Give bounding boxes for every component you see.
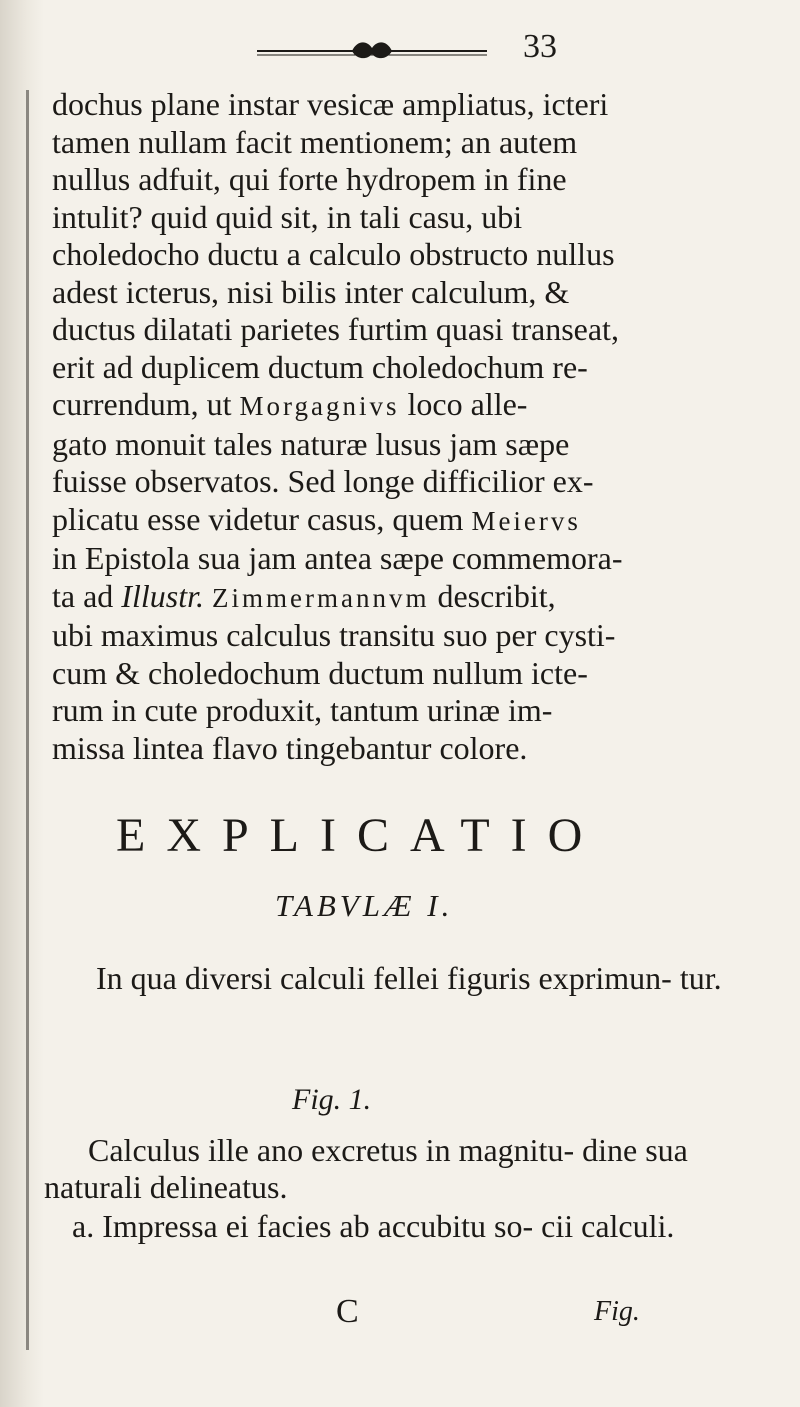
title-illustr: Illustr.	[121, 577, 204, 614]
text-line: ductus dilatati parietes furtim quasi transeat,	[52, 311, 619, 347]
author-name-morgagni: Morgagnivs	[239, 391, 400, 421]
page-gutter	[0, 0, 44, 1407]
text-line: erit ad duplicem ductum choledochum re-	[52, 348, 588, 385]
signature-mark: C	[336, 1293, 359, 1330]
text-fragment: currendum, ut	[52, 386, 232, 422]
text-line: tamen nullam facit mentionem; an autem	[52, 123, 578, 160]
author-name-meier: Meiervs	[471, 505, 581, 536]
text-line: adest icterus, nisi bilis inter calculum, &	[52, 273, 570, 310]
figure-label: Fig. 1.	[292, 1083, 372, 1116]
text-line: rum in cute produxit, tantum urinæ im-	[52, 692, 553, 728]
section-subheading: TABVLÆ I.	[275, 888, 454, 923]
text-line: dochus plane instar vesicæ ampliatus, icteri	[52, 86, 609, 122]
page-number: 33	[523, 28, 557, 65]
text-line	[52, 386, 772, 426]
binding-edge	[26, 90, 29, 1350]
author-name-zimmermann: Zimmermannvm	[211, 582, 430, 613]
intro-paragraph: In qua diversi calculi fellei figuris exprimun- tur.	[96, 960, 722, 996]
text-line: choledocho ductu a calculo obstructo nullus	[52, 236, 615, 272]
text-line: nullus adfuit, qui forte hydropem in fine	[52, 161, 567, 197]
text-line: cum & choledochum ductum nullum icte-	[52, 654, 588, 691]
text-fragment: describit,	[437, 577, 556, 614]
text-line: intulit? quid quid sit, in tali casu, ubi	[52, 198, 523, 235]
figure-description: Calculus ille ano excretus in magnitu- dine sua naturali delineatus.	[44, 1132, 688, 1205]
text-line: in Epistola sua jam antea sæpe commemora-	[52, 540, 623, 576]
figure-item-a: a. Impressa ei facies ab accubitu so- cii calculi.	[72, 1208, 675, 1244]
text-fragment: ta ad	[52, 577, 114, 614]
text-line: fuisse observatos. Sed longe difficilior ex-	[52, 463, 594, 499]
ornament-rule	[257, 36, 487, 66]
text-line	[52, 501, 772, 541]
text-line: ubi maximus calculus transitu suo per cysti-	[52, 617, 616, 653]
text-line: missa lintea flavo tingebantur colore.	[52, 729, 528, 766]
section-heading: EXPLICATIO	[116, 809, 604, 862]
text-line: gato monuit tales naturæ lusus jam sæpe	[52, 425, 570, 462]
text-fragment: loco alle-	[407, 386, 528, 422]
text-fragment: plicatu esse videtur casus, quem	[52, 500, 464, 537]
catchword: Fig.	[594, 1296, 640, 1327]
text-line	[52, 578, 772, 618]
body-text	[52, 86, 772, 767]
